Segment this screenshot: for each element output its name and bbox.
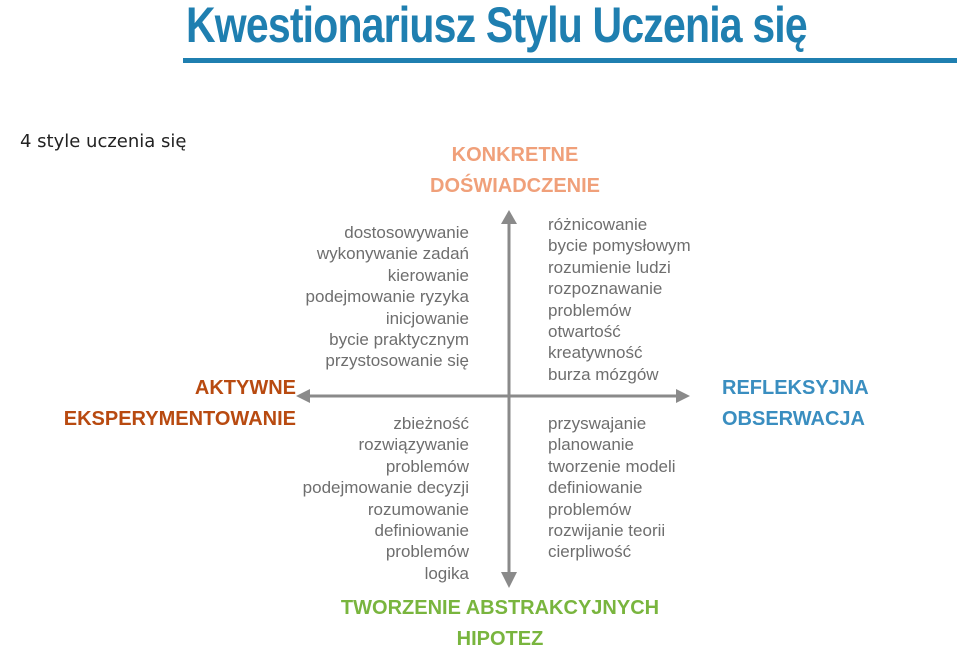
- quadrant-item: rozwijanie teorii: [548, 521, 666, 541]
- quadrant-item: zbieżność: [393, 414, 469, 433]
- axis-label-right-line: OBSERWACJA: [722, 408, 865, 430]
- axis-label-left-line: EKSPERYMENTOWANIE: [63, 408, 296, 430]
- quadrant-item: rozwiązywanie: [358, 435, 469, 455]
- quadrant-item: rozumowanie: [367, 499, 469, 519]
- quadrant-item: bycie praktycznym: [329, 330, 469, 350]
- axis-label-bottom-line: TWORZENIE ABSTRAKCYJNYCH: [340, 597, 660, 619]
- quadrant-item: logika: [424, 563, 469, 583]
- quadrant-bottom-left: [303, 413, 469, 584]
- quadrant-item: problemów: [385, 456, 469, 476]
- quadrant-item: inicjowanie: [385, 308, 469, 328]
- subtitle: 4 style uczenia się: [20, 131, 187, 152]
- quadrant-item: problemów: [548, 499, 632, 519]
- axis-label-left: [0, 373, 296, 435]
- quadrant-item: rozpoznawanie: [548, 279, 663, 299]
- axis-label-bottom-line: HIPOTEZ: [456, 628, 544, 650]
- axis-label-top-line: KONKRETNE: [451, 144, 579, 166]
- quadrant-item: cierpliwość: [548, 542, 632, 562]
- quadrant-item: podejmowanie ryzyka: [305, 287, 469, 307]
- axis-label-top-line: DOŚWIADCZENIE: [430, 175, 600, 197]
- quadrant-top-right: [548, 214, 691, 385]
- quadrant-item: kierowanie: [387, 265, 469, 285]
- quadrant-item: przyswajanie: [548, 414, 647, 433]
- page-title: Kwestionariusz Stylu Uczenia się: [186, 0, 807, 53]
- arrow-left-icon: [296, 389, 310, 403]
- arrow-up-icon: [501, 210, 517, 224]
- quadrant-item: różnicowanie: [548, 215, 648, 234]
- axis-label-right-line: REFLEKSYJNA: [722, 377, 869, 399]
- axis-label-right: [722, 373, 869, 435]
- quadrant-item: tworzenie modeli: [548, 456, 676, 476]
- quadrant-item: podejmowanie decyzji: [302, 478, 469, 498]
- quadrant-item: bycie pomysłowym: [548, 236, 691, 256]
- quadrant-item: definiowanie: [548, 478, 643, 498]
- quadrant-item: burza mózgów: [548, 364, 659, 384]
- arrow-down-icon: [501, 572, 517, 588]
- quadrant-item: otwartość: [548, 322, 621, 342]
- axis-label-top: [380, 140, 650, 202]
- arrow-right-icon: [676, 389, 690, 403]
- quadrant-item: planowanie: [548, 435, 635, 455]
- axis-label-bottom: [290, 593, 710, 655]
- quadrant-item: kreatywność: [548, 343, 643, 363]
- quadrant-item: rozumienie ludzi: [548, 257, 671, 277]
- quadrant-top-left: [306, 222, 469, 372]
- quadrant-bottom-right: [548, 413, 676, 563]
- quadrant-item: problemów: [385, 542, 469, 562]
- quadrant-item: przystosowanie się: [325, 351, 469, 371]
- quadrant-item: dostosowywanie: [344, 223, 469, 242]
- quadrant-item: wykonywanie zadań: [316, 244, 469, 264]
- quadrant-item: problemów: [548, 300, 632, 320]
- quadrant-item: definiowanie: [374, 521, 469, 541]
- axis-label-left-line: AKTYWNE: [194, 377, 296, 399]
